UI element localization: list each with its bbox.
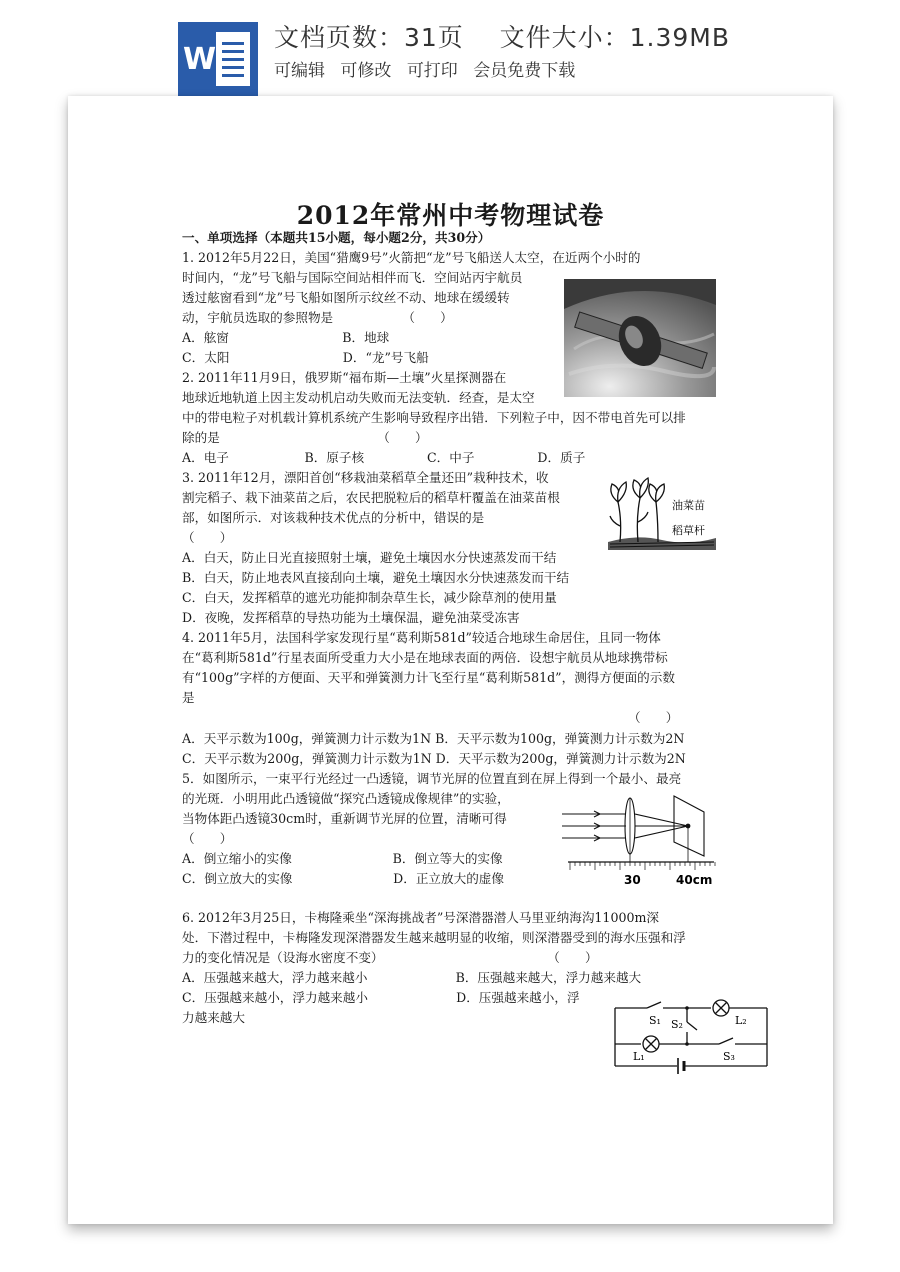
answer-options: C．倒立放大的实像 D．正立放大的虚像 bbox=[182, 871, 504, 886]
text-line: 地球近地轨道上因主发动机启动失败而无法变轨．经查，是太空 bbox=[182, 390, 535, 405]
answer-bracket: （ ） bbox=[628, 710, 679, 725]
feature-tags bbox=[274, 56, 585, 81]
label-s3: S₃ bbox=[723, 1050, 735, 1063]
answer-options: C．天平示数为200g，弹簧测力计示数为1N D．天平示数为200g，弹簧测力计示数为2N bbox=[182, 751, 686, 766]
document-info-banner bbox=[0, 0, 900, 96]
ruler-label-30: 30 bbox=[624, 873, 641, 887]
text-line: （ ） bbox=[182, 831, 233, 846]
answer-options: A．天平示数为100g，弹簧测力计示数为1N B．天平示数为100g，弹簧测力计示数为2N bbox=[182, 731, 685, 746]
circuit-diagram bbox=[611, 994, 771, 1080]
answer-options: C．白天，发挥稻草的遮光功能抑制杂草生长，减少除草剂的使用量 bbox=[182, 590, 557, 605]
text-line: 是 bbox=[182, 690, 195, 705]
text-line: 中的带电粒子对机载计算机系统产生影响导致程序出错．下列粒子中，因不带电首先可以排 bbox=[182, 410, 686, 425]
document-page bbox=[68, 96, 833, 1224]
answer-options: A．舷窗 B．地球 bbox=[182, 330, 390, 345]
text-line: 割完稻子、栽下油菜苗之后，农民把脱粒后的稻草杆覆盖在油菜苗根 bbox=[182, 490, 560, 505]
rapeseed-straw-diagram bbox=[606, 476, 718, 562]
answer-options: D．夜晚，发挥稻草的导热功能为土壤保温，避免油菜受冻害 bbox=[182, 610, 520, 625]
text-line: 2. 2011年11月9日，俄罗斯“福布斯—土壤”火星探测器在 bbox=[182, 370, 507, 385]
text-line: 6. 2012年3月25日，卡梅隆乘坐“深海挑战者”号深潜器潜人马里亚纳海沟11000m深 bbox=[182, 910, 660, 925]
text-line: 4. 2011年5月，法国科学家发现行星“葛利斯581d”较适合地球生命居住，且同一物体 bbox=[182, 630, 661, 645]
text-line: 3. 2011年12月，漂阳首创“移栽油菜稻草全量还田”栽种技术，收 bbox=[182, 470, 549, 485]
text-line: 除的是 （ ） bbox=[182, 430, 428, 445]
page-count: 文档页数：31页 bbox=[274, 23, 464, 52]
section-heading: 一、单项选择（本题共15小题，每小题2分，共30分） bbox=[182, 230, 491, 245]
tag-printable: 可打印 bbox=[406, 61, 458, 81]
label-l2: L₂ bbox=[735, 1014, 747, 1027]
text-line: 有“100g”字样的方便面、天平和弹簧测力计飞至行星“葛利斯581d”，测得方便面的示数 bbox=[182, 670, 675, 685]
text-line: 处．下潜过程中，卡梅隆发现深潜器发生越来越明显的收缩，则深潜器受到的海水压强和浮 bbox=[182, 930, 686, 945]
answer-options: A．倒立缩小的实像 B．倒立等大的实像 bbox=[182, 851, 503, 866]
text-line: （ ） bbox=[182, 530, 233, 545]
text-line: 时间内，“龙”号飞船与国际空间站相伴而飞．空间站丙宇航员 bbox=[182, 270, 523, 285]
tag-modifiable: 可修改 bbox=[340, 61, 392, 81]
label-straw-stalk: 稻草杆 bbox=[672, 524, 705, 537]
tag-editable: 可编辑 bbox=[274, 61, 325, 81]
answer-options: C．太阳 D．“龙”号飞船 bbox=[182, 350, 429, 365]
text-line: 力越来越大 bbox=[182, 1010, 245, 1025]
answer-options: A．压强越来越大，浮力越来越小 B．压强越来越大，浮力越来越大 bbox=[182, 970, 642, 985]
tag-member-download: 会员免费下载 bbox=[473, 61, 576, 81]
convex-lens-diagram bbox=[560, 786, 720, 894]
text-line: 力的变化情况是（设海水密度不变） （ ） bbox=[182, 950, 598, 965]
word-logo-letter: W bbox=[183, 42, 217, 77]
text-line: 在“葛利斯581d”行星表面所受重力大小是在地球表面的两倍．设想宇航员从地球携带标 bbox=[182, 650, 668, 665]
word-document-icon bbox=[178, 22, 258, 96]
answer-options: C．压强越来越小，浮力越来越小 D．压强越来越小，浮 bbox=[182, 990, 580, 1005]
label-l1: L₁ bbox=[633, 1050, 645, 1063]
document-title: 2012年常州中考物理试卷 bbox=[296, 201, 605, 230]
text-line: 的光斑．小明用此凸透镜做“探究凸透镜成像规律”的实验， bbox=[182, 791, 510, 806]
answer-options: A．白天，防止日光直接照射土壤，避免土壤因水分快速蒸发而干结 bbox=[182, 550, 557, 565]
ruler-label-40cm: 40cm bbox=[676, 873, 713, 887]
label-s2: S₂ bbox=[671, 1018, 683, 1031]
text-line: 动，宇航员选取的参照物是 （ ） bbox=[182, 310, 453, 325]
text-line: 5．如图所示，一束平行光经过一凸透镜，调节光屏的位置直到在屏上得到一个最小、最亮 bbox=[182, 771, 682, 786]
file-size: 文件大小：1.39MB bbox=[499, 23, 730, 52]
text-line: 透过舷窗看到“龙”号飞船如图所示纹丝不动、地球在缓缓转 bbox=[182, 290, 510, 305]
text-line: 当物体距凸透镜30cm时，重新调节光屏的位置，清晰可得 bbox=[182, 811, 507, 826]
text-line: 1. 2012年5月22日，美国“猎鹰9号”火箭把“龙”号飞船送人太空，在近两个小时的 bbox=[182, 250, 641, 265]
document-stats bbox=[274, 18, 730, 54]
spacecraft-photo bbox=[564, 279, 716, 397]
answer-options: B．白天，防止地表风直接刮向土壤，避免土壤因水分快速蒸发而干结 bbox=[182, 570, 570, 585]
text-line: 部，如图所示．对该栽种技术优点的分析中，错误的是 bbox=[182, 510, 485, 525]
answer-options: A．电子 B．原子核 C．中子 D．质子 bbox=[182, 450, 586, 465]
label-rapeseed-seedling: 油菜苗 bbox=[672, 499, 705, 512]
label-s1: S₁ bbox=[649, 1014, 661, 1027]
